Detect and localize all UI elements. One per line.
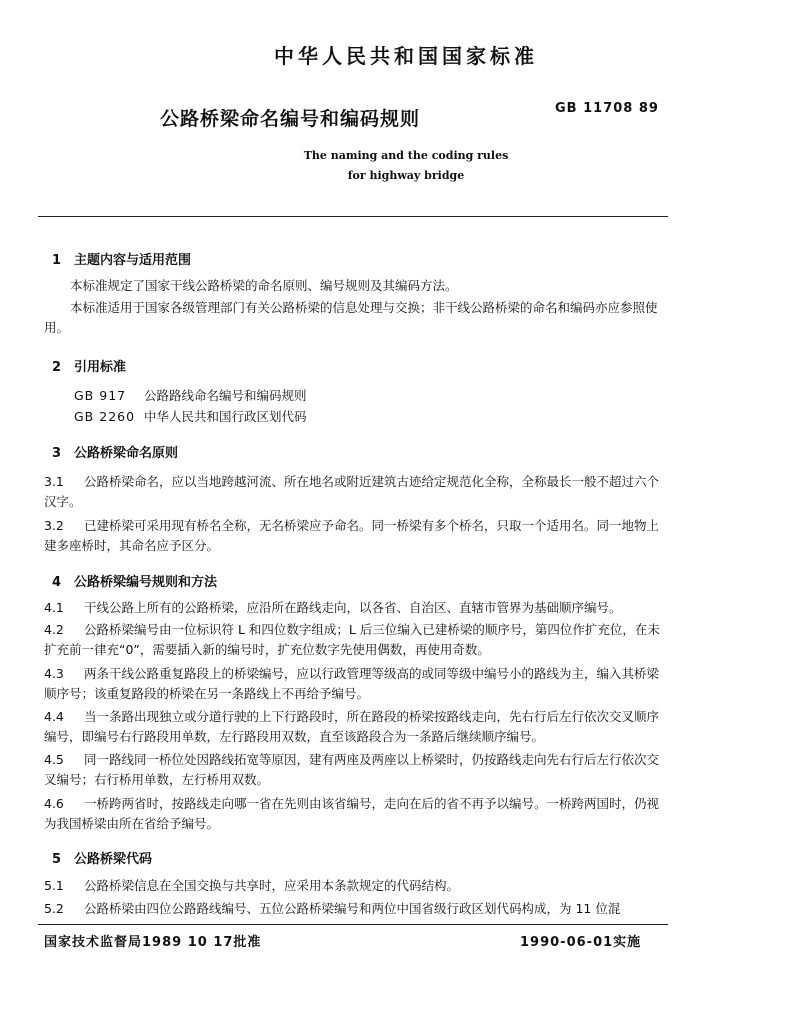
section-number: 2: [52, 360, 62, 375]
section-number: 1: [52, 253, 62, 268]
clause-4-6: [44, 794, 670, 834]
reference-1: [74, 386, 307, 404]
clause-number: 4.3: [44, 666, 64, 681]
clause-5-2: [44, 899, 670, 919]
reference-2: [74, 407, 307, 425]
section-1-heading: [44, 249, 191, 268]
clause-text: 公路桥梁由四位公路路线编号、五位公路桥梁编号和两位中国省级行政区划代码构成，为 11 位混: [84, 901, 621, 916]
clause-number: 5.2: [44, 901, 64, 916]
clause-number: 3.2: [44, 518, 64, 533]
clause-text: 公路桥梁编号由一位标识符 L 和四位数字组成；L 后三位编入已建桥梁的顺序号，第四位作扩充位，在未扩充前一律充“0”，需要插入新的编号时，扩充位数字先使用偶数，再使用奇数。: [44, 622, 660, 657]
section-1-paragraph-1: 本标准规定了国家干线公路桥梁的命名原则、编号规则及其编码方法。: [70, 278, 458, 293]
clause-text: 同一路线同一桥位处因路线拓宽等原因，建有两座及两座以上桥梁时，仍按路线走向先右行后左行依次交叉编号；右行桥用单数，左行桥用双数。: [44, 752, 660, 787]
effective-date: 1990-06-01实施: [520, 935, 642, 950]
section-number: 4: [52, 575, 62, 590]
section-4-heading: [44, 571, 217, 590]
clause-4-3: [44, 664, 670, 704]
national-standard-header: 中华人民共和国国家标准: [274, 44, 538, 68]
clause-number: 4.6: [44, 796, 64, 811]
clause-4-2: [44, 620, 670, 660]
clause-text: 公路桥梁命名，应以当地跨越河流、所在地名或附近建筑古迹给定规范化全称，全称最长一般不超过六个汉字。: [44, 474, 660, 509]
clause-number: 4.2: [44, 622, 64, 637]
clause-4-5: [44, 750, 670, 790]
clause-text: 干线公路上所有的公路桥梁，应沿所在路线走向，以各省、自治区、直辖市管界为基础顺序编号。: [84, 600, 622, 615]
clause-4-4: [44, 707, 670, 747]
clause-5-1: [44, 876, 670, 896]
document-title: 公路桥梁命名编号和编码规则: [160, 108, 421, 130]
section-3-heading: [44, 442, 178, 461]
section-1-paragraph-2: 本标准适用于国家各级管理部门有关公路桥梁的信息处理与交换；非干线公路桥梁的命名和编码亦应参照使用。: [44, 300, 658, 335]
clause-text: 当一条路出现独立或分道行驶的上下行路段时，所在路段的桥梁按路线走向，先右行后左行依次交叉顺序编号，即编号右行路段用单数，左行路段用双数，直至该路段合为一条路后继续顺序编号。: [44, 709, 660, 744]
section-title: 主题内容与适用范围: [74, 253, 192, 268]
reference-code: GB 2260: [74, 409, 136, 424]
clause-4-1: [44, 598, 670, 618]
section-title: 引用标准: [74, 360, 127, 375]
clause-number: 4.4: [44, 709, 64, 724]
clause-number: 3.1: [44, 474, 64, 489]
reference-title: 公路路线命名编号和编码规则: [144, 388, 307, 403]
section-number: 3: [52, 446, 62, 461]
approval-statement: 国家技术监督局1989 10 17批准: [44, 935, 262, 950]
bottom-divider: [38, 924, 668, 925]
section-title: 公路桥梁编号规则和方法: [74, 575, 218, 590]
clause-text: 两条干线公路重复路段上的桥梁编号，应以行政管理等级高的或同等级中编号小的路线为主，编入其桥梁顺序号；该重复路段的桥梁在另一条路线上不再给予编号。: [44, 666, 660, 701]
reference-code: GB 917: [74, 388, 127, 403]
clause-text: 一桥跨两省时，按路线走向哪一省在先则由该省编号，走向在后的省不再予以编号。一桥跨两国时，仍视为我国桥梁由所在省给予编号。: [44, 796, 660, 831]
clause-number: 4.1: [44, 600, 64, 615]
clause-3-1: [44, 472, 670, 512]
clause-text: 已建桥梁可采用现有桥名全称，无名桥梁应予命名。同一桥梁有多个桥名，只取一个适用名。同一地物上建多座桥时，其命名应予区分。: [44, 518, 660, 553]
top-divider: [38, 216, 668, 217]
clause-number: 5.1: [44, 878, 64, 893]
clause-3-2: [44, 516, 670, 556]
reference-title: 中华人民共和国行政区划代码: [144, 409, 307, 424]
section-title: 公路桥梁代码: [74, 852, 153, 867]
clause-number: 4.5: [44, 752, 64, 767]
section-5-heading: [44, 848, 152, 867]
english-title-line-2: for highway bridge: [347, 169, 465, 182]
section-number: 5: [52, 852, 62, 867]
standard-code: GB 11708 89: [555, 101, 659, 116]
section-2-heading: [44, 356, 126, 375]
section-title: 公路桥梁命名原则: [74, 446, 179, 461]
clause-text: 公路桥梁信息在全国交换与共享时，应采用本条款规定的代码结构。: [84, 878, 460, 893]
english-title-line-1: The naming and the coding rules: [303, 149, 509, 162]
